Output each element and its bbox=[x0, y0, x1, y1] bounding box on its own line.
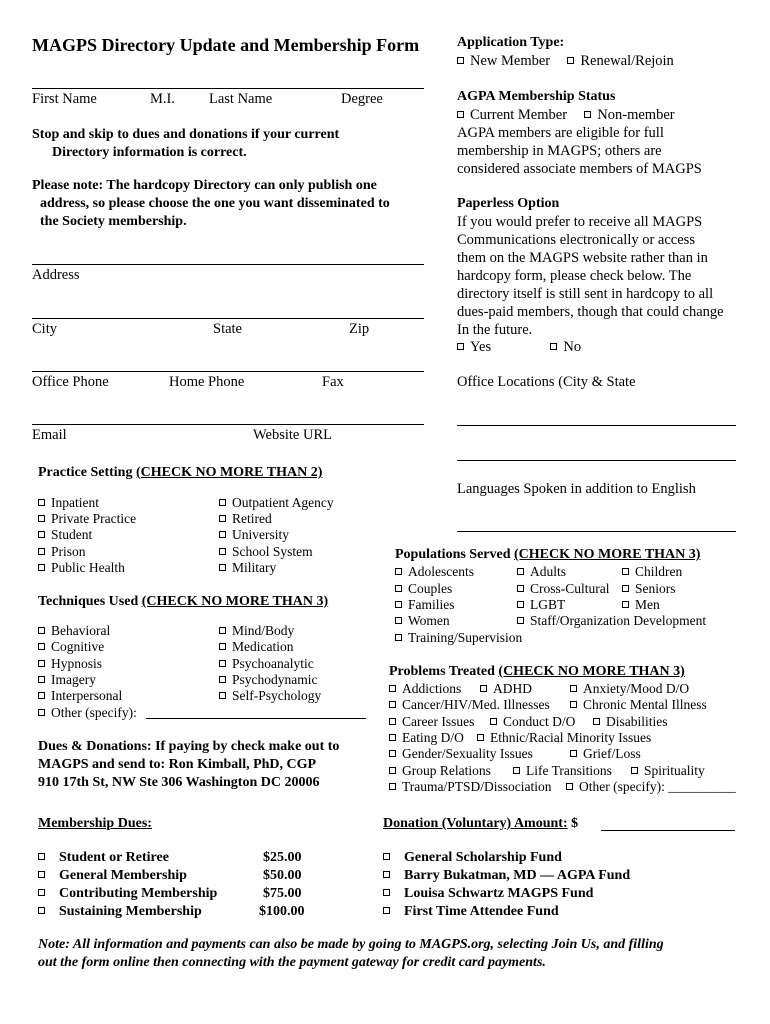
dues-option-label: General Membership bbox=[59, 868, 187, 883]
practice-option-label: Military bbox=[232, 560, 277, 575]
populations-limit: (CHECK NO MORE THAN 3) bbox=[514, 547, 701, 562]
population-option-label: Training/Supervision bbox=[408, 630, 523, 645]
paperless-options bbox=[457, 340, 581, 355]
dues-option-label: Contributing Membership bbox=[59, 886, 218, 901]
practice-option-label: Public Health bbox=[51, 560, 125, 575]
population-option-label: Seniors bbox=[635, 581, 676, 596]
checkbox[interactable] bbox=[513, 767, 520, 774]
technique-option-label: Hypnosis bbox=[51, 656, 103, 671]
office-locations-label: Office Locations (City & State bbox=[457, 374, 636, 390]
paperless-no-label: No bbox=[563, 339, 582, 355]
problem-option[interactable] bbox=[389, 747, 533, 761]
population-option[interactable] bbox=[395, 565, 474, 579]
problem-option-label: Conduct D/O bbox=[503, 714, 576, 729]
problem-option[interactable] bbox=[490, 715, 575, 729]
fund-option[interactable] bbox=[383, 905, 559, 919]
languages-label: Languages Spoken in addition to English bbox=[457, 481, 696, 497]
technique-option[interactable] bbox=[38, 689, 122, 703]
checkbox[interactable] bbox=[570, 750, 577, 757]
problem-option-label: Spirituality bbox=[644, 763, 705, 778]
checkbox[interactable] bbox=[395, 617, 402, 624]
languages-line[interactable] bbox=[457, 531, 736, 532]
address-field-line[interactable] bbox=[32, 264, 424, 265]
checkbox[interactable] bbox=[38, 660, 45, 667]
paperless-heading: Paperless Option bbox=[457, 196, 560, 211]
practice-option[interactable] bbox=[38, 496, 99, 510]
techniques-title: Techniques Used bbox=[38, 594, 142, 609]
dues-option[interactable] bbox=[38, 869, 187, 883]
population-option[interactable] bbox=[517, 598, 565, 612]
current-member-checkbox[interactable] bbox=[457, 111, 464, 118]
checkbox[interactable] bbox=[477, 734, 484, 741]
donation-amount-line[interactable] bbox=[601, 830, 735, 831]
checkbox[interactable] bbox=[631, 767, 638, 774]
population-option[interactable] bbox=[395, 598, 455, 612]
website-label: Website URL bbox=[253, 427, 332, 443]
stop-note-line-1: Stop and skip to dues and donations if your current bbox=[32, 127, 340, 142]
populations-heading bbox=[395, 548, 700, 562]
checkbox[interactable] bbox=[395, 634, 402, 641]
agpa-note-line-2: membership in MAGPS; others are bbox=[457, 143, 662, 159]
checkbox[interactable] bbox=[219, 564, 226, 571]
technique-option[interactable] bbox=[219, 673, 318, 687]
donation-dollar: $ bbox=[571, 816, 579, 831]
checkbox[interactable] bbox=[395, 601, 402, 608]
practice-setting-title: Practice Setting bbox=[38, 465, 136, 480]
checkbox[interactable] bbox=[395, 585, 402, 592]
population-option[interactable] bbox=[622, 598, 660, 612]
new-member-checkbox[interactable] bbox=[457, 57, 464, 64]
problem-option[interactable] bbox=[389, 715, 474, 729]
problem-option-label: Other (specify): __________ bbox=[579, 779, 736, 794]
technique-option[interactable] bbox=[219, 624, 294, 638]
practice-option[interactable] bbox=[219, 512, 272, 526]
problem-option[interactable] bbox=[570, 747, 641, 761]
paperless-line: In the future. bbox=[457, 322, 533, 338]
first-name-label: First Name bbox=[32, 91, 97, 107]
checkbox[interactable] bbox=[219, 548, 226, 555]
checkbox[interactable] bbox=[389, 701, 396, 708]
population-option-label: LGBT bbox=[530, 597, 566, 612]
dues-info-line-2: MAGPS and send to: Ron Kimball, PhD, CGP bbox=[38, 757, 317, 772]
population-option-label: Men bbox=[635, 597, 660, 612]
checkbox[interactable] bbox=[38, 676, 45, 683]
practice-option[interactable] bbox=[38, 512, 136, 526]
degree-label: Degree bbox=[341, 91, 383, 107]
paperless-line: If you would prefer to receive all MAGPS bbox=[457, 214, 703, 230]
checkbox[interactable] bbox=[389, 750, 396, 757]
dues-amount: $50.00 bbox=[263, 868, 302, 883]
technique-option[interactable] bbox=[219, 657, 314, 671]
fund-option-label: Barry Bukatman, MD — AGPA Fund bbox=[404, 868, 631, 883]
problem-option-label: Disabilities bbox=[606, 714, 668, 729]
technique-option[interactable] bbox=[38, 624, 110, 638]
population-option-label: Families bbox=[408, 597, 455, 612]
dues-info-line-1: Dues & Donations: If paying by check make out to bbox=[38, 739, 340, 754]
technique-option-other[interactable] bbox=[38, 706, 137, 720]
checkbox[interactable] bbox=[38, 643, 45, 650]
city-field-line[interactable] bbox=[32, 318, 424, 319]
please-note-line-3: the Society membership. bbox=[40, 214, 187, 229]
population-option-label: Women bbox=[408, 613, 450, 628]
population-option[interactable] bbox=[395, 614, 450, 628]
technique-option-label: Psychoanalytic bbox=[232, 656, 314, 671]
checkbox[interactable] bbox=[219, 515, 226, 522]
technique-option-label: Imagery bbox=[51, 672, 96, 687]
checkbox[interactable] bbox=[38, 692, 45, 699]
population-option[interactable] bbox=[517, 614, 706, 628]
technique-option-label: Medication bbox=[232, 639, 294, 654]
checkbox[interactable] bbox=[517, 568, 524, 575]
footer-note-line-1: Note: All information and payments can also be made by going to MAGPS.org, selecting Join Us, and filling bbox=[38, 937, 664, 952]
technique-option-label: Self-Psychology bbox=[232, 688, 322, 703]
problem-option-label: Career Issues bbox=[402, 714, 475, 729]
page-title: MAGPS Directory Update and Membership Form bbox=[32, 35, 420, 55]
practice-option-label: Retired bbox=[232, 511, 272, 526]
practice-option[interactable] bbox=[38, 545, 86, 559]
dues-option[interactable] bbox=[38, 851, 169, 865]
technique-other-line[interactable] bbox=[146, 718, 366, 719]
problem-option[interactable] bbox=[389, 698, 550, 712]
state-label: State bbox=[213, 321, 242, 337]
checkbox[interactable] bbox=[219, 627, 226, 634]
checkbox[interactable] bbox=[383, 907, 390, 914]
problem-option[interactable] bbox=[480, 682, 532, 696]
practice-setting-heading bbox=[38, 466, 322, 480]
problem-option[interactable] bbox=[593, 715, 668, 729]
dues-option[interactable] bbox=[38, 905, 202, 919]
fund-option-label: First Time Attendee Fund bbox=[404, 904, 559, 919]
current-member-label: Current Member bbox=[470, 107, 568, 123]
checkbox[interactable] bbox=[389, 767, 396, 774]
problem-option[interactable] bbox=[389, 731, 464, 745]
non-member-checkbox[interactable] bbox=[584, 111, 591, 118]
email-field-line[interactable] bbox=[32, 424, 424, 425]
techniques-limit: (CHECK NO MORE THAN 3) bbox=[141, 594, 329, 609]
problems-title: Problems Treated bbox=[389, 664, 499, 679]
population-option-label: Adolescents bbox=[408, 564, 474, 579]
problems-heading bbox=[389, 665, 685, 679]
agpa-status-options bbox=[457, 108, 675, 123]
checkbox[interactable] bbox=[395, 568, 402, 575]
technique-option-label: Psychodynamic bbox=[232, 672, 318, 687]
population-option[interactable] bbox=[517, 565, 566, 579]
donation-title: Donation (Voluntary) Amount: bbox=[383, 816, 568, 831]
checkbox[interactable] bbox=[219, 660, 226, 667]
checkbox[interactable] bbox=[38, 709, 45, 716]
technique-option[interactable] bbox=[38, 657, 102, 671]
dues-option[interactable] bbox=[38, 887, 217, 901]
technique-option-label: Interpersonal bbox=[51, 688, 123, 703]
problem-option-label: Eating D/O bbox=[402, 730, 464, 745]
checkbox[interactable] bbox=[38, 531, 45, 538]
checkbox[interactable] bbox=[593, 718, 600, 725]
population-option[interactable] bbox=[622, 582, 676, 596]
checkbox[interactable] bbox=[517, 617, 524, 624]
technique-option-label: Cognitive bbox=[51, 639, 105, 654]
checkbox[interactable] bbox=[219, 499, 226, 506]
technique-option[interactable] bbox=[219, 640, 293, 654]
paperless-yes-label: Yes bbox=[470, 339, 492, 355]
problems-limit: (CHECK NO MORE THAN 3) bbox=[498, 664, 685, 679]
population-option-label: Adults bbox=[530, 564, 567, 579]
paperless-line: them on the MAGPS website rather than in bbox=[457, 250, 708, 266]
problem-option[interactable] bbox=[570, 698, 707, 712]
checkbox[interactable] bbox=[38, 515, 45, 522]
renewal-label: Renewal/Rejoin bbox=[580, 53, 674, 69]
checkbox[interactable] bbox=[622, 585, 629, 592]
technique-option[interactable] bbox=[38, 673, 96, 687]
office-locations-line-2[interactable] bbox=[457, 460, 736, 461]
footer-note-line-2: out the form online then connecting with the payment gateway for credit card payments. bbox=[38, 955, 546, 970]
last-name-label: Last Name bbox=[209, 91, 273, 107]
checkbox[interactable] bbox=[389, 783, 396, 790]
populations-title: Populations Served bbox=[395, 547, 515, 562]
techniques-heading bbox=[38, 595, 328, 609]
dues-option-label: Student or Retiree bbox=[59, 850, 169, 865]
practice-option-label: Private Practice bbox=[51, 511, 137, 526]
checkbox[interactable] bbox=[517, 601, 524, 608]
name-field-line[interactable] bbox=[32, 88, 424, 89]
practice-option[interactable] bbox=[38, 561, 125, 575]
checkbox[interactable] bbox=[383, 889, 390, 896]
checkbox[interactable] bbox=[517, 585, 524, 592]
non-member-label: Non-member bbox=[597, 107, 675, 123]
checkbox[interactable] bbox=[219, 643, 226, 650]
fund-option[interactable] bbox=[383, 869, 630, 883]
checkbox[interactable] bbox=[38, 907, 45, 914]
problem-option[interactable] bbox=[477, 731, 651, 745]
checkbox[interactable] bbox=[38, 889, 45, 896]
paperless-no-checkbox[interactable] bbox=[550, 343, 557, 350]
problem-option-label: Addictions bbox=[402, 681, 462, 696]
checkbox[interactable] bbox=[570, 701, 577, 708]
agpa-status-heading: AGPA Membership Status bbox=[457, 89, 616, 104]
population-option-label: Staff/Organization Development bbox=[530, 613, 707, 628]
paperless-line: Communications electronically or access bbox=[457, 232, 695, 248]
dues-amount: $75.00 bbox=[263, 886, 302, 901]
practice-option-label: Student bbox=[51, 527, 93, 542]
membership-dues-heading: Membership Dues: bbox=[38, 816, 152, 831]
technique-option-label: Behavioral bbox=[51, 623, 111, 638]
practice-option-label: Outpatient Agency bbox=[232, 495, 334, 510]
practice-option[interactable] bbox=[219, 545, 313, 559]
population-option-label: Couples bbox=[408, 581, 453, 596]
checkbox[interactable] bbox=[622, 568, 629, 575]
dues-option-label: Sustaining Membership bbox=[59, 904, 202, 919]
problem-option[interactable] bbox=[513, 764, 612, 778]
application-type-heading: Application Type: bbox=[457, 35, 565, 50]
population-option[interactable] bbox=[395, 631, 522, 645]
problem-option-label: Ethnic/Racial Minority Issues bbox=[490, 730, 652, 745]
fax-label: Fax bbox=[322, 374, 344, 390]
new-member-label: New Member bbox=[470, 53, 551, 69]
checkbox[interactable] bbox=[490, 718, 497, 725]
paperless-line: hardcopy form, please check below. The bbox=[457, 268, 692, 284]
population-option-label: Children bbox=[635, 564, 683, 579]
problem-option[interactable] bbox=[389, 780, 552, 794]
dues-info-line-3: 910 17th St, NW Ste 306 Washington DC 20006 bbox=[38, 775, 320, 790]
problem-option-label: Gender/Sexuality Issues bbox=[402, 746, 533, 761]
practice-option-label: University bbox=[232, 527, 289, 542]
problem-option-label: ADHD bbox=[493, 681, 532, 696]
checkbox[interactable] bbox=[38, 871, 45, 878]
checkbox[interactable] bbox=[38, 499, 45, 506]
agpa-note-line-1: AGPA members are eligible for full bbox=[457, 125, 664, 141]
checkbox[interactable] bbox=[389, 718, 396, 725]
problem-option-label: Life Transitions bbox=[526, 763, 612, 778]
zip-label: Zip bbox=[349, 321, 370, 337]
paperless-line: dues-paid members, though that could change bbox=[457, 304, 724, 320]
fund-option[interactable] bbox=[383, 887, 593, 901]
donation-heading bbox=[383, 817, 578, 831]
problem-option-label: Group Relations bbox=[402, 763, 491, 778]
problem-option[interactable] bbox=[570, 682, 689, 696]
technique-option-label: Other (specify): bbox=[51, 705, 137, 720]
please-note-line-2: address, so please choose the one you want disseminated to bbox=[40, 196, 390, 211]
checkbox[interactable] bbox=[570, 685, 577, 692]
agpa-note-line-3: considered associate members of MAGPS bbox=[457, 161, 702, 177]
technique-option[interactable] bbox=[38, 640, 104, 654]
please-note-line-1: Please note: The hardcopy Directory can only publish one bbox=[32, 178, 377, 193]
mi-label: M.I. bbox=[150, 91, 175, 107]
checkbox[interactable] bbox=[38, 853, 45, 860]
technique-option-label: Mind/Body bbox=[232, 623, 295, 638]
practice-option[interactable] bbox=[219, 496, 334, 510]
problem-option[interactable] bbox=[389, 682, 461, 696]
phone-field-line[interactable] bbox=[32, 371, 424, 372]
paperless-yes-checkbox[interactable] bbox=[457, 343, 464, 350]
address-label: Address bbox=[32, 267, 80, 283]
email-label: Email bbox=[32, 427, 67, 443]
problem-option[interactable] bbox=[389, 764, 491, 778]
problem-option-other[interactable] bbox=[566, 780, 736, 794]
population-option[interactable] bbox=[395, 582, 452, 596]
checkbox[interactable] bbox=[389, 734, 396, 741]
renewal-checkbox[interactable] bbox=[567, 57, 574, 64]
fund-option[interactable] bbox=[383, 851, 562, 865]
stop-note-line-2: Directory information is correct. bbox=[52, 145, 247, 160]
fund-option-label: General Scholarship Fund bbox=[404, 850, 562, 865]
fund-option-label: Louisa Schwartz MAGPS Fund bbox=[404, 886, 594, 901]
practice-option-label: School System bbox=[232, 544, 313, 559]
practice-option[interactable] bbox=[38, 528, 92, 542]
problem-option-label: Anxiety/Mood D/O bbox=[583, 681, 690, 696]
population-option[interactable] bbox=[622, 565, 682, 579]
home-phone-label: Home Phone bbox=[169, 374, 245, 390]
city-label: City bbox=[32, 321, 57, 337]
practice-option-label: Inpatient bbox=[51, 495, 99, 510]
problem-option-label: Chronic Mental Illness bbox=[583, 697, 707, 712]
technique-option[interactable] bbox=[219, 689, 321, 703]
checkbox[interactable] bbox=[219, 531, 226, 538]
checkbox[interactable] bbox=[389, 685, 396, 692]
population-option[interactable] bbox=[517, 582, 610, 596]
checkbox[interactable] bbox=[566, 783, 573, 790]
problem-option[interactable] bbox=[631, 764, 705, 778]
practice-option[interactable] bbox=[219, 528, 289, 542]
office-locations-line-1[interactable] bbox=[457, 425, 736, 426]
practice-option[interactable] bbox=[219, 561, 276, 575]
checkbox[interactable] bbox=[480, 685, 487, 692]
checkbox[interactable] bbox=[219, 692, 226, 699]
checkbox[interactable] bbox=[38, 564, 45, 571]
population-option-label: Cross-Cultural bbox=[530, 581, 610, 596]
dues-amount: $25.00 bbox=[263, 850, 302, 865]
practice-option-label: Prison bbox=[51, 544, 86, 559]
problem-option-label: Grief/Loss bbox=[583, 746, 641, 761]
office-phone-label: Office Phone bbox=[32, 374, 109, 390]
checkbox[interactable] bbox=[622, 601, 629, 608]
application-type-options bbox=[457, 54, 674, 69]
checkbox[interactable] bbox=[383, 853, 390, 860]
problem-option-label: Trauma/PTSD/Dissociation bbox=[402, 779, 552, 794]
checkbox[interactable] bbox=[38, 548, 45, 555]
checkbox[interactable] bbox=[38, 627, 45, 634]
checkbox[interactable] bbox=[219, 676, 226, 683]
checkbox[interactable] bbox=[383, 871, 390, 878]
practice-setting-limit: (CHECK NO MORE THAN 2) bbox=[135, 465, 323, 480]
problem-option-label: Cancer/HIV/Med. Illnesses bbox=[402, 697, 550, 712]
paperless-line: directory itself is still sent in hardcopy to all bbox=[457, 286, 714, 302]
dues-amount: $100.00 bbox=[259, 904, 305, 919]
